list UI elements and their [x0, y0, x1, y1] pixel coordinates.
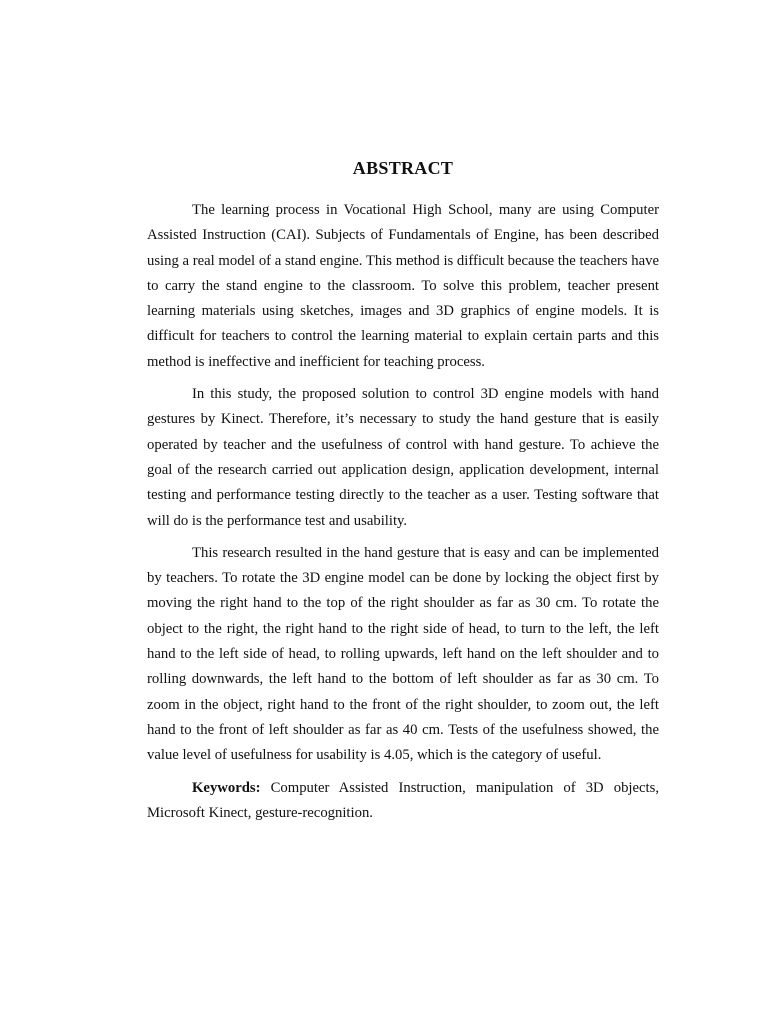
keywords-label: Keywords:: [192, 779, 261, 796]
abstract-paragraph-1: The learning process in Vocational High School, many are using Computer Assisted Instruction (CAI). Subjects of Fundamentals of Engine, has been described using a real model of a stand engine. This method is difficult because the teachers have to carry the stand engine to the classroom. To solve this problem, teacher present learning materials using sketches, images and 3D graphics of engine models. It is difficult for teachers to control the learning material to explain certain parts and this method is ineffective and inefficient for teaching process.: [147, 202, 659, 370]
abstract-title: ABSTRACT: [352, 158, 454, 178]
abstract-body: [147, 198, 659, 833]
keywords-text: Computer Assisted Instruction, manipulation of 3D objects, Microsoft Kinect, gesture-recognition.: [147, 779, 660, 821]
keywords-paragraph: [147, 776, 659, 827]
abstract-paragraph-3: This research resulted in the hand gesture that is easy and can be implemented by teachers. To rotate the 3D engine model can be done by locking the object first by moving the right hand to the top of the right shoulder as far as 30 cm. To rotate the object to the right, the right hand to the right side of head, to turn to the left, the left hand to the left side of head, to rolling upwards, left hand on the left shoulder and to rolling downwards, the left hand to the bottom of left shoulder as far as 30 cm. To zoom in the object, right hand to the front of the right shoulder, to zoom out, the left hand to the front of left shoulder as far as 40 cm. Tests of the usefulness showed, the value level of usefulness for usability is 4.05, which is the category of useful.: [147, 544, 659, 764]
abstract-paragraph-2: In this study, the proposed solution to control 3D engine models with hand gestures by Kinect. Therefore, it’s necessary to study the hand gesture that is easily operated by teacher and the usefulness of control with hand gesture. To achieve the goal of the research carried out application design, application development, internal testing and performance testing directly to the teacher as a user. Testing software that will do is the performance test and usability.: [147, 386, 659, 529]
